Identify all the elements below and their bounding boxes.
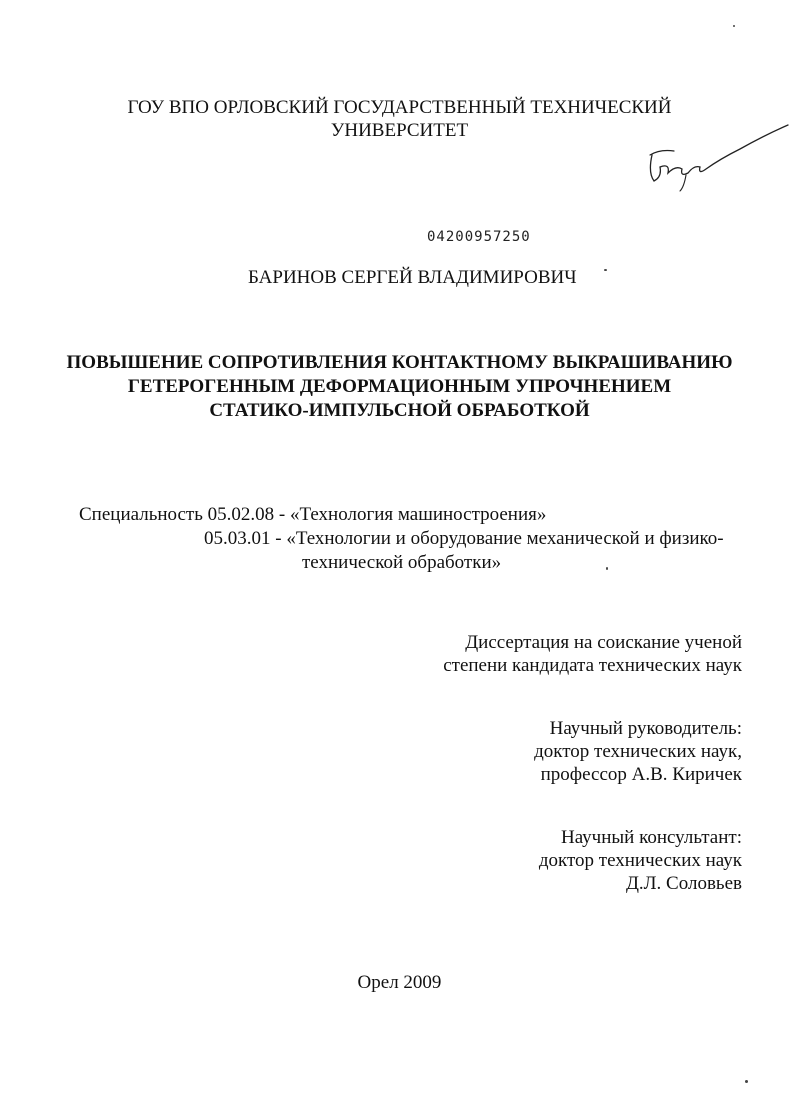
university-line-1: ГОУ ВПО ОРЛОВСКИЙ ГОСУДАРСТВЕННЫЙ ТЕХНИЧЕСКИЙ <box>127 97 672 118</box>
title-line-3: СТАТИКО-ИМПУЛЬСНОЙ ОБРАБОТКОЙ <box>209 400 590 421</box>
scan-speck <box>745 1080 748 1083</box>
specialty-line-3: технической обработки» <box>302 552 502 573</box>
supervisor-degree: доктор технических наук, <box>534 741 742 762</box>
specialty-line-2: 05.03.01 - «Технологии и оборудование механической и физико- <box>204 528 724 549</box>
city-year: Орел 2009 <box>357 972 442 993</box>
title-line-2: ГЕТЕРОГЕННЫМ ДЕФОРМАЦИОННЫМ УПРОЧНЕНИЕМ <box>127 376 672 397</box>
handwritten-signature <box>640 115 790 195</box>
consultant-name: Д.Л. Соловьев <box>625 873 742 894</box>
title-line-1: ПОВЫШЕНИЕ СОПРОТИВЛЕНИЯ КОНТАКТНОМУ ВЫКРАШИВАНИЮ <box>66 352 733 373</box>
consultant-label: Научный консультант: <box>560 827 742 848</box>
university-line-2: УНИВЕРСИТЕТ <box>330 120 469 141</box>
supervisor-block <box>534 717 742 786</box>
specialty-line-1: Специальность 05.02.08 - «Технология машиностроения» <box>79 504 547 525</box>
dissertation-title <box>0 351 799 423</box>
supervisor-label: Научный руководитель: <box>549 718 742 739</box>
scan-speck <box>606 567 608 570</box>
scan-speck <box>604 269 607 271</box>
supervisor-name: профессор А.В. Киричек <box>540 764 742 785</box>
consultant-block <box>539 826 742 895</box>
scan-speck <box>733 25 735 27</box>
catalog-number: 04200957250 <box>427 229 531 245</box>
dissertation-line-2: степени кандидата технических наук <box>443 655 742 676</box>
author-name: БАРИНОВ СЕРГЕЙ ВЛАДИМИРОВИЧ <box>248 267 577 288</box>
dissertation-type <box>443 631 742 677</box>
dissertation-line-1: Диссертация на соискание ученой <box>465 632 742 653</box>
consultant-degree: доктор технических наук <box>538 850 742 871</box>
